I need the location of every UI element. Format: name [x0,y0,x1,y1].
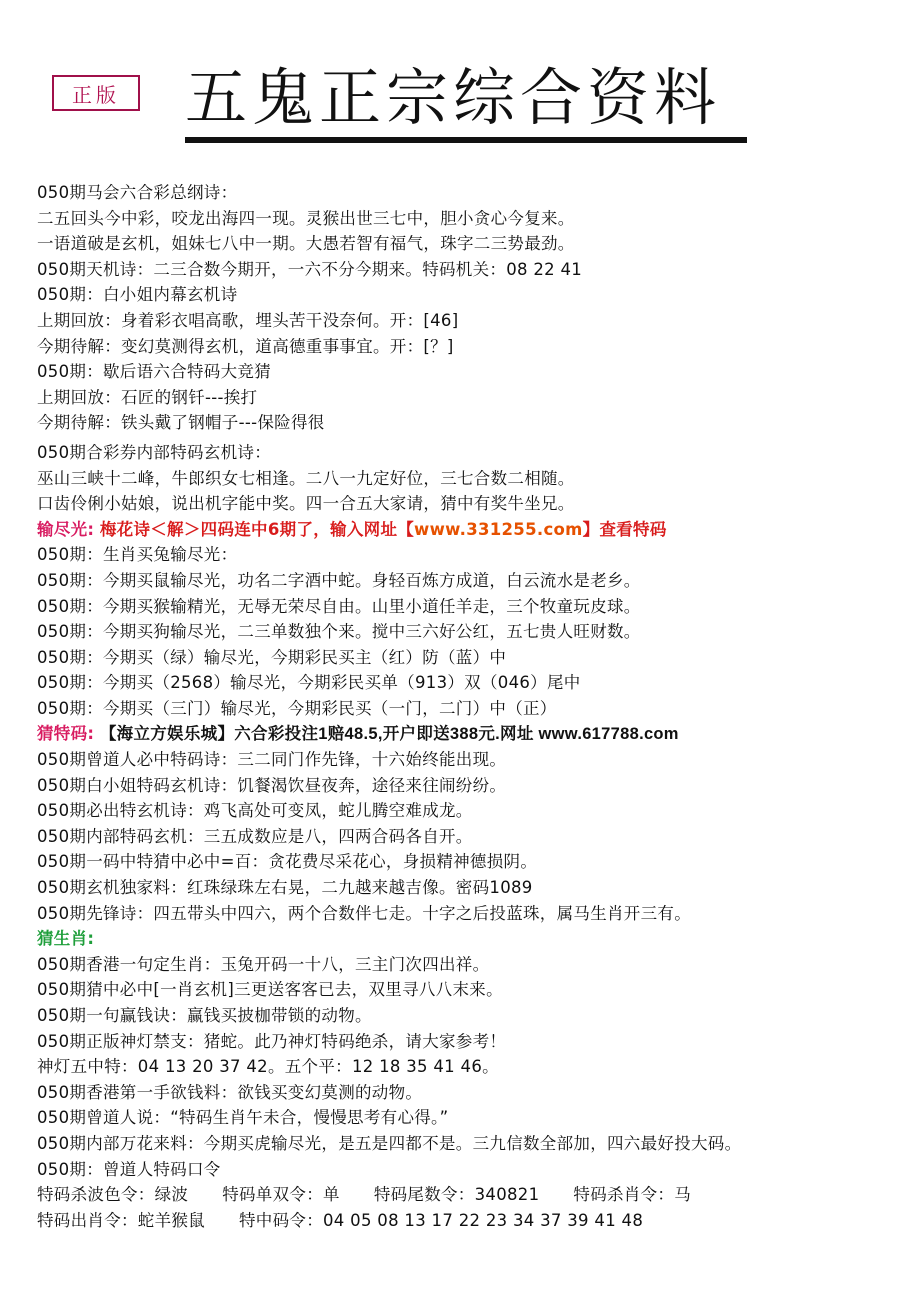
text-line: 050期先锋诗：四五带头中四六，两个合数伴七走。十字之后投蓝珠，属马生肖开三有。 [37,903,691,923]
text-line: 上期回放：身着彩衣唱高歌，埋头苦干没奈何。开：[46] [37,310,459,330]
text-line: 050期内部万花来料：今期买虎输尽光，是五是四都不是。三九信数全部加，四六最好投大码。 [37,1133,742,1153]
ad-url-link[interactable]: www.331255.com [414,519,583,539]
ad-text: 梅花诗＜解＞四码连中6期了，输入网址【 [99,519,415,539]
text-line: 今期待解：铁头戴了钢帽子---保险得很 [37,413,325,433]
text-line: 050期一句赢钱诀：赢钱买披枷带锁的动物。 [37,1006,372,1025]
text-line: 050期内部特码玄机：三五成数应是八，四两合码各自开。 [37,826,473,846]
section-lottery-ticket [37,440,877,517]
code-item: 特码杀肖令：马 [573,1185,692,1205]
text-line: 上期回放：石匠的钢钎---挨打 [37,387,258,407]
text-line: 050期马会六合彩总纲诗： [37,183,238,202]
code-item: 特码杀波色令：绿波 [37,1185,189,1205]
text-line: 050期香港一句定生肖：玉兔开码一十八，三主门次四出祥。 [37,954,490,974]
code-row-2 [37,1208,877,1234]
text-line: 050期：今期买狗输尽光，二三单数独个来。搅中三六好公红，五七贵人旺财数。 [37,622,641,642]
text-line: 050期天机诗：二三合数今期开，一六不分今期来。特码机关：08 22 41 [37,259,583,279]
text-line: 050期一码中特猜中必中=百：贪花费尽采花心，身损精神德损阴。 [37,852,538,872]
text-line: 050期：歇后语六合特码大竞猜 [37,362,271,382]
text-line: 050期：今期买（2568）输尽光，今期彩民买单（913）双（046）尾中 [37,673,581,693]
page-title: 五鬼正宗综合资料 [185,62,722,134]
text-line: 050期猜中必中[一肖玄机]三更送客客已去，双里寻八八末来。 [37,980,503,1000]
text-line: 050期：今期买（绿）输尽光，今期彩民买主（红）防（蓝）中 [37,647,507,667]
text-line: 今期待解：变幻莫测得玄机，道高德重事事宜。开：[？] [37,336,454,356]
text-line: 巫山三峡十二峰，牛郎织女七相逢。二八一九定好位，三七合数二相随。 [37,468,575,488]
text-line: 050期必出特玄机诗：鸡飞高处可变凤，蛇儿腾空难成龙。 [37,801,473,821]
text-line: 050期：今期买猴输精光，无辱无荣尽自由。山里小道任羊走，三个牧童玩皮球。 [37,596,641,616]
code-item: 特码尾数令：340821 [373,1185,540,1205]
text-line: 一语道破是玄机，姐妹七八中一期。大愚若智有福气，珠字二三势最劲。 [37,234,575,254]
text-line: 050期：曾道人特码口令 [37,1159,221,1179]
text-line: 050期香港第一手欲钱料：欲钱买变幻莫测的动物。 [37,1082,423,1102]
section-special-code [37,747,877,926]
zodiac-label: 猜生肖: [37,929,95,949]
code-item: 特中码令：04 05 08 13 17 22 23 34 37 39 41 48 [239,1210,644,1230]
edition-badge: 正版 [52,75,140,111]
text-line: 050期：生肖买兔输尽光： [37,545,238,565]
ad-banner-casino [37,721,877,747]
text-line: 050期正版神灯禁支：猪蛇。此乃神灯特码绝杀，请大家参考！ [37,1031,507,1051]
title-underline [185,137,747,143]
text-line: 口齿伶俐小姑娘，说出机字能中奖。四一合五大家请，猜中有奖牛坐兄。 [37,494,575,514]
text-line: 050期白小姐特码玄机诗：饥餐渴饮昼夜奔，途径来往闹纷纷。 [37,775,507,795]
text-line: 050期曾道人必中特码诗：三二同门作先锋，十六始终能出现。 [37,750,507,770]
ad-casino-text[interactable]: 【海立方娱乐城】六合彩投注1赔48.5,开户即送388元.网址 www.617788.com [99,725,679,744]
text-line: 二五回头今中彩，咬龙出海四一现。灵猴出世三七中，胆小贪心今复来。 [37,208,575,228]
text-line: 050期玄机独家料：红珠绿珠左右晃，二九越来越吉像。密码1089 [37,878,533,898]
ad-text-tail: 】查看特码 [582,519,667,539]
ad-label: 输尽光: [37,519,95,539]
zodiac-heading [37,926,877,952]
text-line: 050期曾道人说：“特码生肖午未合，慢慢思考有心得。” [37,1108,449,1128]
code-item: 特码出肖令：蛇羊猴鼠 [37,1210,205,1230]
section-poems [37,180,877,436]
text-line: 神灯五中特：04 13 20 37 42。五个平：12 18 35 41 46。 [37,1057,499,1077]
code-row-1 [37,1182,877,1208]
text-line: 050期：今期买鼠输尽光，功名二字酒中蛇。身轻百炼方成道，白云流水是老乡。 [37,570,641,590]
ad-label: 猜特码: [37,724,95,744]
text-line: 050期：白小姐内幕玄机诗 [37,285,238,305]
text-line: 050期合彩券内部特码玄机诗： [37,442,271,462]
text-line: 050期：今期买（三门）输尽光，今期彩民买（一门，二门）中（正） [37,698,557,718]
code-item: 特码单双令：单 [222,1185,340,1205]
ad-banner-plum-poem [37,517,877,543]
section-lose-all [37,542,877,721]
document-body [37,180,877,1233]
section-zodiac [37,952,877,1182]
